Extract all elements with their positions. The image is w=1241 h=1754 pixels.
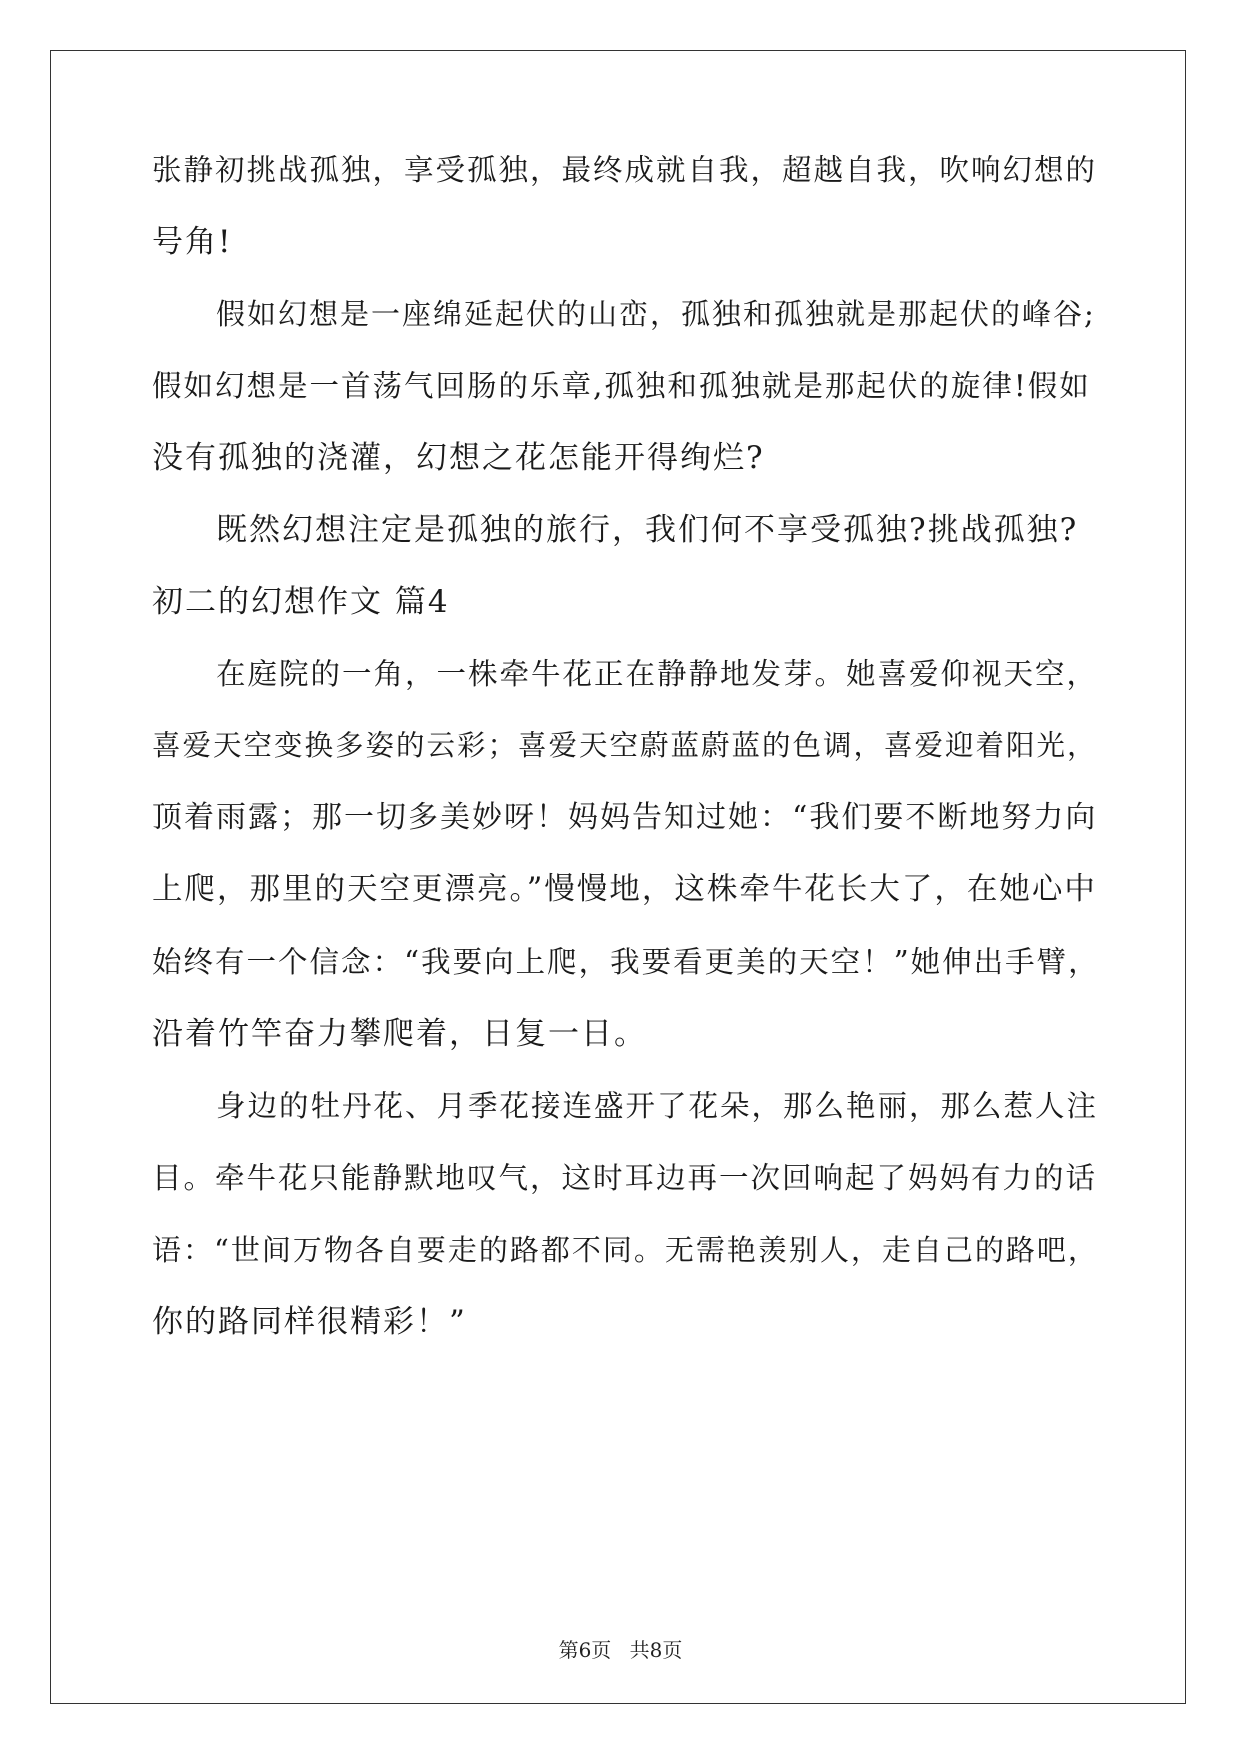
text-line: 沿着竹竿奋力攀爬着，日复一日。 xyxy=(152,1016,647,1052)
paragraph-start: 身边的牡丹花、月季花接连盛开了花朵，那么艳丽，那么惹人注 xyxy=(216,1089,1099,1123)
paragraph-start: 假如幻想是一座绵延起伏的山峦，孤独和孤独就是那起伏的峰谷; xyxy=(216,297,1096,331)
text-line: 始终有一个信念：“我要向上爬，我要看更美的天空！”她伸出手臂， xyxy=(152,945,1100,979)
text-line: 上爬，那里的天空更漂亮。”慢慢地，这株牵牛花长大了，在她心中 xyxy=(152,872,1097,907)
paragraph-start: 既然幻想注定是孤独的旅行，我们何不享受孤独?挑战孤独? xyxy=(216,512,1079,548)
page-number: 第6页 xyxy=(558,1638,612,1662)
section-heading: 初二的幻想作文 篇4 xyxy=(152,584,450,620)
paragraph-start: 在庭院的一角，一株牵牛花正在静静地发芽。她喜爱仰视天空， xyxy=(216,657,1099,691)
text-line: 没有孤独的浇灌，幻想之花怎能开得绚烂? xyxy=(152,440,765,476)
text-line: 语：“世间万物各自要走的路都不同。无需艳羡别人，走自己的路吧， xyxy=(152,1233,1099,1267)
text-line: 顶着雨露；那一切多美妙呀！妈妈告知过她：“我们要不断地努力向 xyxy=(152,800,1098,835)
page-footer xyxy=(0,1634,1241,1663)
text-line: 目。牵牛花只能静默地叹气，这时耳边再一次回响起了妈妈有力的话 xyxy=(152,1161,1098,1195)
text-line: 号角! xyxy=(152,224,233,260)
text-line: 假如幻想是一首荡气回肠的乐章,孤独和孤独就是那起伏的旋律!假如 xyxy=(152,369,1091,403)
text-line: 喜爱天空变换多姿的云彩；喜爱天空蔚蓝蔚蓝的色调，喜爱迎着阳光， xyxy=(152,729,1098,762)
page-total: 共8页 xyxy=(629,1638,683,1662)
text-line: 张静初挑战孤独，享受孤独，最终成就自我，超越自我，吹响幻想的 xyxy=(152,153,1098,187)
text-line: 你的路同样很精彩！” xyxy=(152,1304,467,1340)
